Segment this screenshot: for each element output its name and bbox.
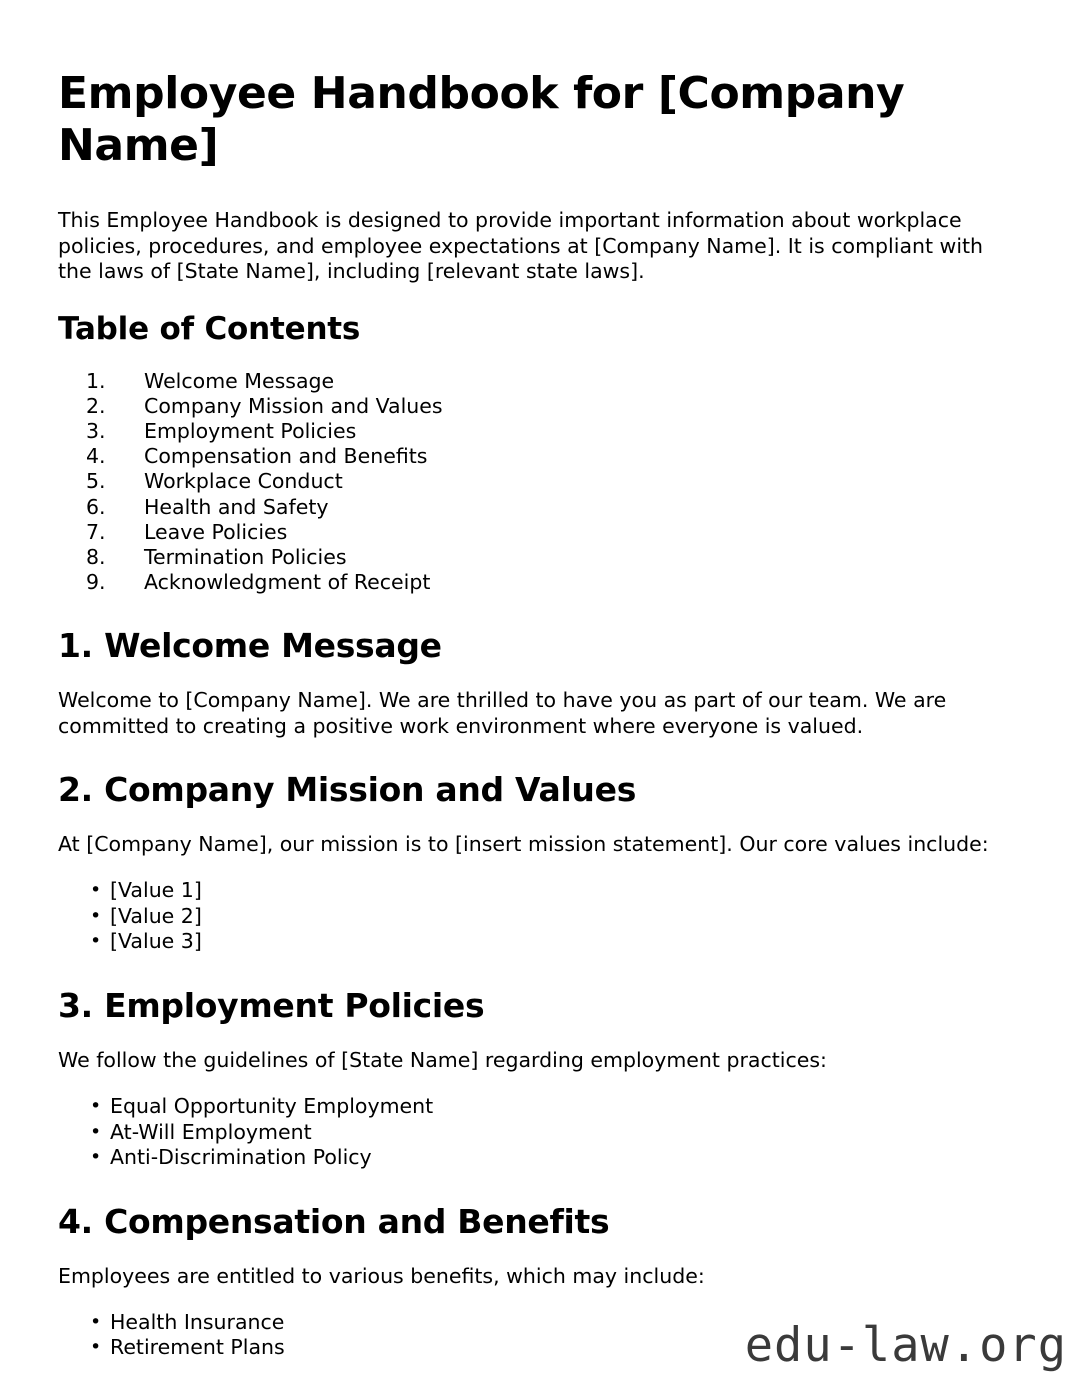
list-item: • At-Will Employment (58, 1120, 1015, 1146)
section-paragraph-welcome-message: Welcome to [Company Name]. We are thrilled to have you as part of our team. We are committed to creating a positive work environment where everyone is valued. (58, 688, 947, 738)
bullet-list-employment-policies (58, 1074, 1015, 1171)
section-paragraph-company-mission-and-values: At [Company Name], our mission is to [insert mission statement]. Our core values include: (58, 832, 989, 857)
list-item: • [Value 1] (58, 878, 1015, 904)
watermark: edu-law.org (744, 1318, 1067, 1373)
section-heading-company-mission-and-values: 2. Company Mission and Values (58, 770, 637, 810)
bullet-list-core-values (58, 858, 1015, 955)
page-title: Employee Handbook for [Company Name] (58, 68, 905, 171)
table-of-contents-list (58, 347, 1015, 596)
table-of-contents-heading: Table of Contents (58, 310, 361, 347)
toc-item[interactable]: Termination Policies (144, 544, 347, 569)
list-item: • Retirement Plans (58, 1335, 1015, 1361)
toc-item[interactable]: Leave Policies (144, 519, 288, 544)
toc-item[interactable]: Welcome Message (144, 368, 335, 393)
list-item: • [Value 2] (58, 904, 1015, 930)
toc-item[interactable]: Company Mission and Values (144, 393, 443, 418)
toc-item[interactable]: Compensation and Benefits (144, 444, 428, 469)
toc-item[interactable]: Employment Policies (144, 418, 357, 443)
list-item: • Equal Opportunity Employment (58, 1094, 1015, 1120)
intro-paragraph: This Employee Handbook is designed to provide important information about workplace policies, procedures, and employee expectations at [Company Name]. It is compliant with the laws of [State Name], including [relevant state laws]. (58, 208, 984, 283)
toc-item[interactable]: Acknowledgment of Receipt (144, 570, 431, 595)
section-heading-compensation-and-benefits: 4. Compensation and Benefits (58, 1202, 610, 1242)
toc-item[interactable]: Health and Safety (144, 494, 329, 519)
toc-item[interactable]: Workplace Conduct (144, 469, 343, 494)
list-item: • [Value 3] (58, 929, 1015, 955)
section-heading-welcome-message: 1. Welcome Message (58, 626, 442, 666)
list-item: • Anti-Discrimination Policy (58, 1145, 1015, 1171)
section-paragraph-employment-policies: We follow the guidelines of [State Name] regarding employment practices: (58, 1048, 827, 1073)
list-item: • Health Insurance (58, 1310, 1015, 1336)
section-paragraph-compensation-and-benefits: Employees are entitled to various benefits, which may include: (58, 1264, 705, 1289)
section-heading-employment-policies: 3. Employment Policies (58, 986, 485, 1026)
